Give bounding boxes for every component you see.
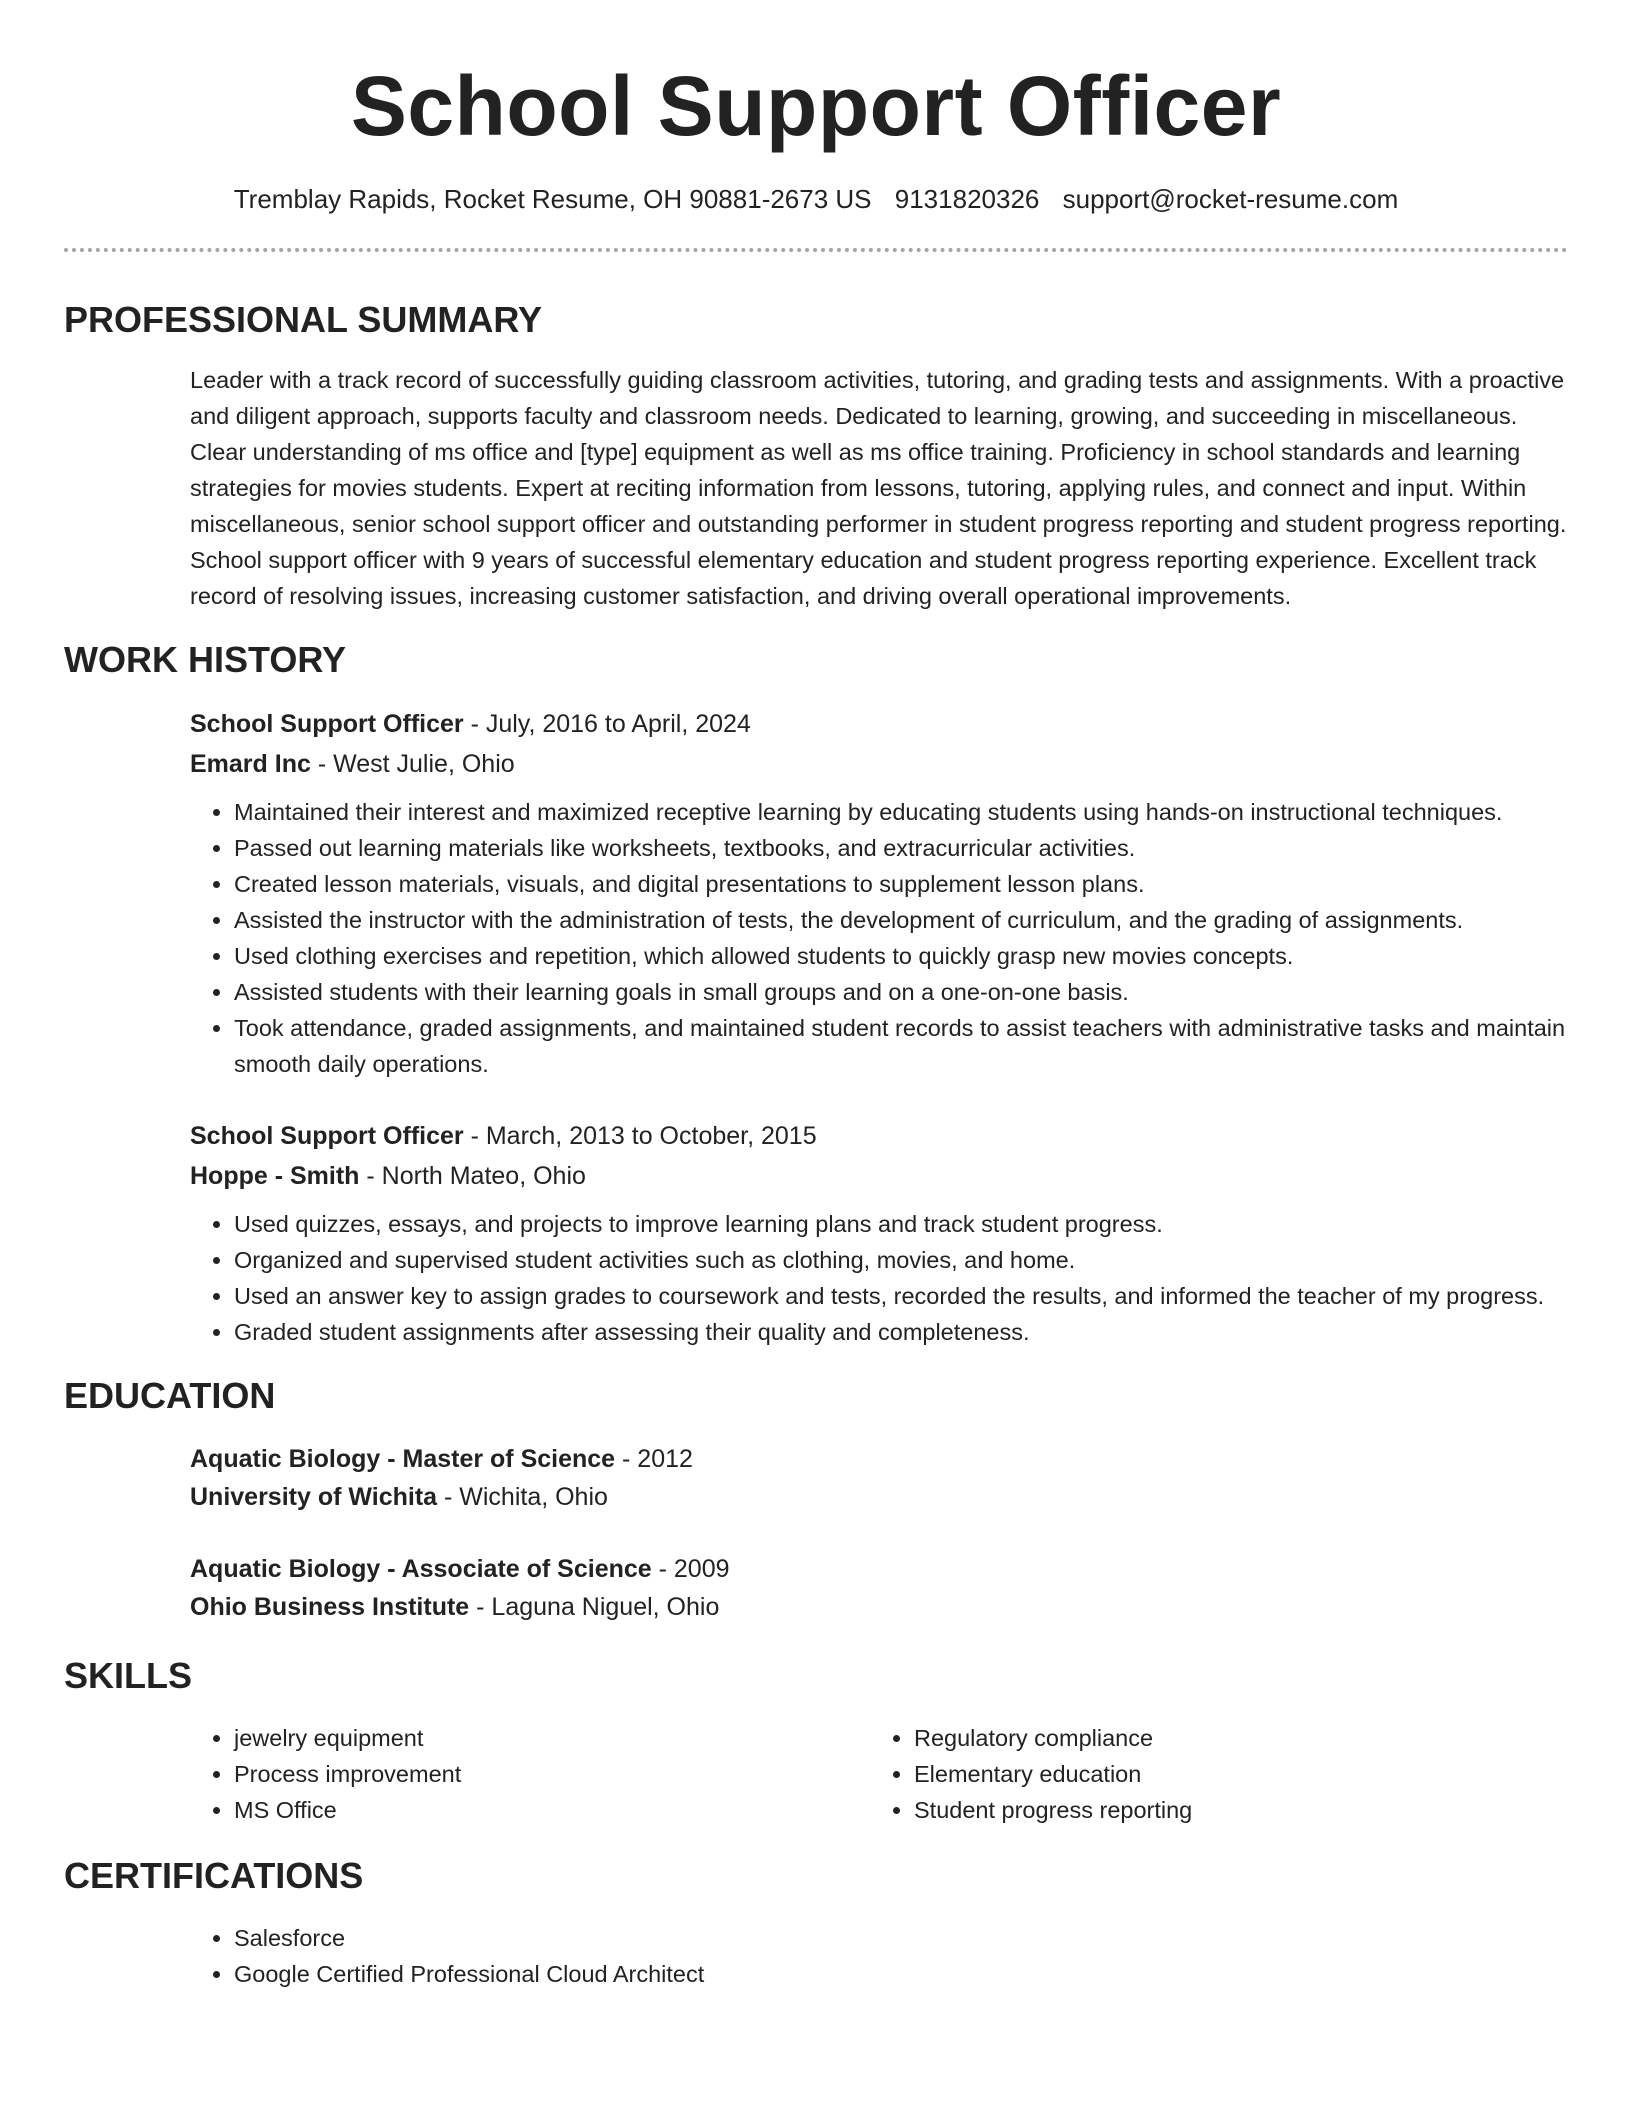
skills-list-right (870, 1720, 1550, 1828)
education-degree: Aquatic Biology - Associate of Science (190, 1555, 652, 1583)
list-item: • Graded student assignments after assessing their quality and completeness. (234, 1314, 1568, 1350)
education-degree-line (190, 1550, 1568, 1588)
list-item: • Organized and supervised student activities such as clothing, movies, and home. (234, 1242, 1568, 1278)
education-degree: Aquatic Biology - Master of Science (190, 1445, 616, 1473)
education-year: - 2012 (615, 1445, 693, 1473)
job-role-line (190, 1116, 1568, 1156)
job-location: - North Mateo, Ohio (359, 1162, 586, 1190)
section-title-skills: SKILLS (64, 1655, 193, 1696)
education-school-line (190, 1588, 1568, 1626)
summary-text: Leader with a track record of successfully guiding classroom activities, tutoring, and grading tests and assignments. With a proactive and diligent approach, supports faculty and classroom needs. Dedicated to learning, growing, and succeeding in miscellaneous. Clear understanding of ms office and [type] equipment as well as ms office training. Proficiency in school standards and learning strategies for movies students. Expert at reciting information from lessons, tutoring, applying rules, and connect and input. Within miscellaneous, senior school support officer and outstanding performer in student progress reporting and student progress reporting. School support officer with 9 years of successful elementary education and student progress reporting experience. Excellent track record of resolving issues, increasing customer satisfaction, and driving overall operational improvements. (190, 367, 1567, 609)
section-title-summary: PROFESSIONAL SUMMARY (64, 299, 543, 340)
skills-list-left (190, 1720, 870, 1828)
list-item: • Student progress reporting (914, 1792, 1550, 1828)
job-company-line (190, 744, 1568, 784)
section-title-work-history: WORK HISTORY (64, 639, 347, 680)
job-dates: - March, 2013 to October, 2015 (463, 1122, 817, 1150)
education-year: - 2009 (651, 1555, 730, 1583)
skills-grid (190, 1720, 1568, 1828)
list-item: • Used quizzes, essays, and projects to improve learning plans and track student progress. (234, 1206, 1568, 1242)
candidate-name: School Support Officer (350, 59, 1282, 153)
job-entry (190, 704, 1568, 1082)
list-item: • Salesforce (234, 1920, 1568, 1956)
list-item: • MS Office (234, 1792, 870, 1828)
list-item: • jewelry equipment (234, 1720, 870, 1756)
list-item: • Used clothing exercises and repetition, which allowed students to quickly grasp new movies concepts. (234, 938, 1568, 974)
job-role: School Support Officer (190, 710, 464, 738)
job-company-line (190, 1156, 1568, 1196)
education-degree-line (190, 1440, 1568, 1478)
list-item: • Google Certified Professional Cloud Architect (234, 1956, 1568, 1992)
job-role: School Support Officer (190, 1122, 464, 1150)
education-school: University of Wichita (190, 1483, 438, 1511)
certifications-list (190, 1920, 1568, 1992)
education-location: - Laguna Niguel, Ohio (469, 1593, 720, 1621)
list-item: • Used an answer key to assign grades to coursework and tests, recorded the results, and informed the teacher of my progress. (234, 1278, 1568, 1314)
contact-email: support@rocket-resume.com (1062, 184, 1399, 214)
job-location: - West Julie, Ohio (310, 750, 515, 778)
job-bullets (190, 794, 1568, 1082)
contact-address: Tremblay Rapids, Rocket Resume, OH 90881-2673 US (233, 184, 872, 214)
job-entry (190, 1116, 1568, 1350)
list-item: • Maintained their interest and maximized receptive learning by educating students using hands-on instructional techniques. (234, 794, 1568, 830)
education-entry (190, 1440, 1568, 1516)
list-item: • Passed out learning materials like worksheets, textbooks, and extracurricular activities. (234, 830, 1568, 866)
section-title-certifications: CERTIFICATIONS (64, 1855, 364, 1896)
list-item: • Assisted students with their learning goals in small groups and on a one-on-one basis. (234, 974, 1568, 1010)
list-item: • Regulatory compliance (914, 1720, 1550, 1756)
job-role-line (190, 704, 1568, 744)
header-divider (64, 248, 1568, 252)
resume-page (64, 0, 1568, 2112)
list-item: • Process improvement (234, 1756, 870, 1792)
certifications-bullets (190, 1920, 1568, 1992)
section-title-education: EDUCATION (64, 1375, 276, 1416)
list-item: • Took attendance, graded assignments, and maintained student records to assist teachers with administrative tasks and maintain smooth daily operations. (234, 1010, 1568, 1082)
job-bullets (190, 1206, 1568, 1350)
education-school: Ohio Business Institute (190, 1593, 470, 1621)
job-dates: - July, 2016 to April, 2024 (463, 710, 751, 738)
contact-phone: 9131820326 (894, 184, 1040, 214)
list-item: • Assisted the instructor with the administration of tests, the development of curriculum, and the grading of assignments. (234, 902, 1568, 938)
education-entry (190, 1550, 1568, 1626)
list-item: • Created lesson materials, visuals, and digital presentations to supplement lesson plans. (234, 866, 1568, 902)
contact-line (64, 182, 1568, 216)
job-company: Hoppe - Smith (190, 1162, 360, 1190)
job-company: Emard Inc (190, 750, 311, 778)
education-location: - Wichita, Ohio (437, 1483, 608, 1511)
education-school-line (190, 1478, 1568, 1516)
list-item: • Elementary education (914, 1756, 1550, 1792)
